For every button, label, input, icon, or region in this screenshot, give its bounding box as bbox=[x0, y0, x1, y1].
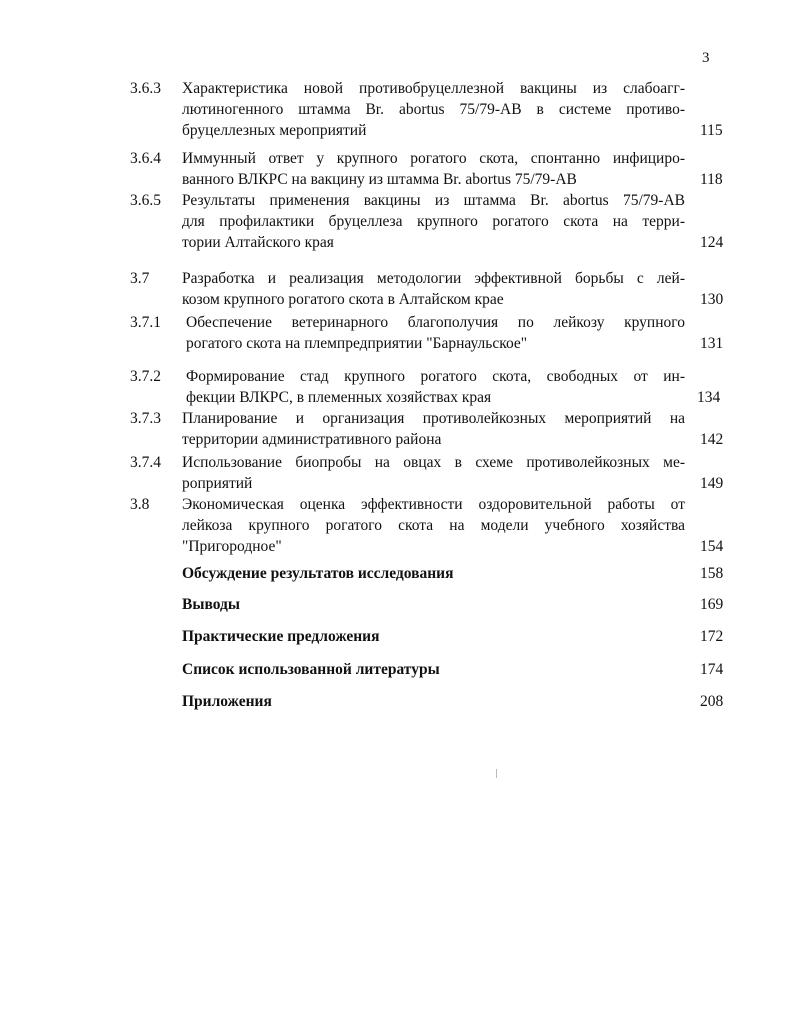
entry-page: 149 bbox=[700, 475, 724, 492]
entry-number: 3.8 bbox=[130, 496, 150, 513]
entry-page: 130 bbox=[700, 291, 724, 308]
entry-title: Характеристика новой противобруцеллезной вакцины из слабоагг- лютиногенного штамма Br. abortus 75/79-АВ в системе противо- бруцеллезных мероприятий bbox=[182, 80, 685, 139]
page-number: 3 bbox=[702, 50, 710, 66]
entry-title: Разработка и реализация методологии эффективной борьбы с лей- козом крупного рогатого скота в Алтайском крае bbox=[182, 270, 685, 308]
entry-page: 154 bbox=[700, 538, 724, 555]
entry-title: Использование биопробы на овцах в схеме противолейкозных ме- роприятий bbox=[182, 454, 685, 492]
entry-number: 3.7 bbox=[130, 270, 150, 287]
section-page: 158 bbox=[700, 565, 724, 582]
entry-number: 3.6.5 bbox=[130, 192, 161, 209]
section-title: Список использованной литературы bbox=[182, 661, 440, 678]
entry-number: 3.7.4 bbox=[130, 454, 161, 471]
entry-title: Результаты применения вакцины из штамма Br. abortus 75/79-АВ для профилактики бруцеллеза крупного рогатого скота на терри- тории Алтайского края bbox=[182, 192, 685, 251]
entry-page: 134 bbox=[697, 389, 721, 406]
entry-page: 142 bbox=[700, 431, 724, 448]
section-page: 169 bbox=[700, 596, 724, 613]
section-title: Практические предложения bbox=[182, 628, 380, 645]
entry-number: 3.6.4 bbox=[130, 150, 161, 167]
entry-title: Обеспечение ветеринарного благополучия по лейкозу крупного рогатого скота на племпредприятии "Барнаульское" bbox=[186, 314, 685, 352]
section-page: 174 bbox=[700, 661, 724, 678]
entry-page: 124 bbox=[700, 234, 724, 251]
entry-page: 118 bbox=[700, 171, 723, 188]
entry-number: 3.7.3 bbox=[130, 410, 161, 427]
entry-page: 115 bbox=[700, 122, 723, 139]
scan-artifact bbox=[496, 769, 497, 778]
entry-title: Формирование стад крупного рогатого скота, свободных от ин- фекции ВЛКРС, в племенных хозяйствах края bbox=[186, 368, 685, 406]
entry-page: 131 bbox=[700, 335, 724, 352]
entry-title: Иммунный ответ у крупного рогатого скота, спонтанно инфициро- ванного ВЛКРС на вакцину из штамма Br. abortus 75/79-АВ bbox=[182, 150, 685, 188]
section-title: Приложения bbox=[182, 693, 272, 710]
section-page: 208 bbox=[700, 693, 724, 710]
section-title: Обсуждение результатов исследования bbox=[182, 565, 454, 582]
section-page: 172 bbox=[700, 628, 724, 645]
entry-number: 3.7.2 bbox=[130, 368, 161, 385]
entry-title: Экономическая оценка эффективности оздоровительной работы от лейкоза крупного рогатого скота на модели учебного хозяйства "Пригородное" bbox=[182, 496, 685, 555]
entry-number: 3.7.1 bbox=[130, 314, 161, 331]
entry-number: 3.6.3 bbox=[130, 80, 161, 97]
entry-title: Планирование и организация противолейкозных мероприятий на территории административного района bbox=[182, 410, 685, 448]
section-title: Выводы bbox=[182, 596, 240, 613]
